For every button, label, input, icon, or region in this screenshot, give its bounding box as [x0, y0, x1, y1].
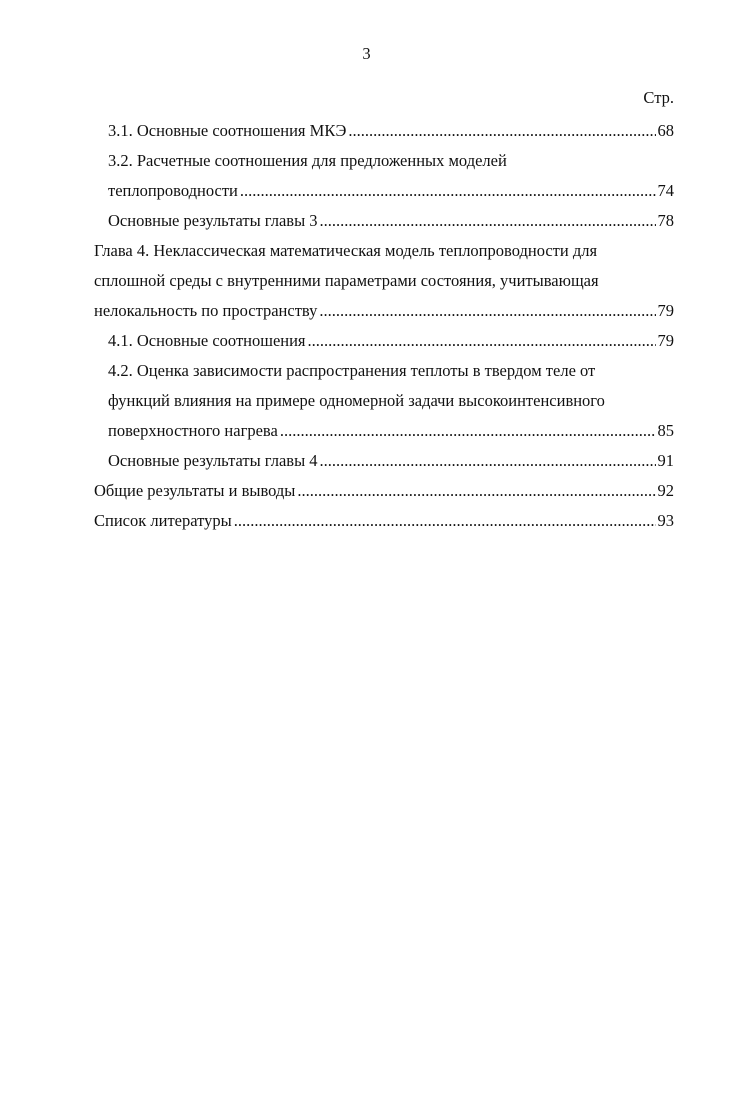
toc-entry-chapter-4: [94, 236, 674, 326]
toc-page-number: 79: [657, 301, 674, 320]
toc-entry-title-cont: сплошной среды с внутренними параметрами состояния, учитывающая: [94, 271, 599, 290]
column-label: Стр.: [643, 88, 674, 107]
toc-entry-general-results: [94, 476, 674, 506]
toc-page-number: 79: [657, 331, 674, 350]
toc-entry-3-2: [94, 146, 674, 206]
toc-entry-title: Список литературы: [94, 511, 232, 530]
toc-page-number: 68: [657, 121, 674, 140]
toc-entry-title: 3.1. Основные соотношения МКЭ: [108, 121, 347, 140]
toc-page-number: 92: [657, 481, 674, 500]
toc-page-number: 78: [657, 211, 674, 230]
dot-leader: [348, 116, 655, 146]
dot-leader: [319, 296, 655, 326]
toc-entry-references: [94, 506, 674, 536]
dot-leader: [280, 416, 656, 446]
toc-page-number: 91: [657, 451, 674, 470]
toc-entry-results-4: [94, 446, 674, 476]
toc-entry-title: 4.2. Оценка зависимости распространения теплоты в твердом теле от: [108, 361, 596, 380]
dot-leader: [320, 446, 656, 476]
toc-entry-title-cont: функций влияния на примере одномерной задачи высокоинтенсивного: [108, 391, 605, 410]
toc-entry-title: Глава 4. Неклассическая математическая модель теплопроводности для: [94, 241, 598, 260]
toc-entry-results-3: [94, 206, 674, 236]
toc-page-number: 74: [657, 181, 674, 200]
toc-entry-3-1: [94, 116, 674, 146]
page-number: 3: [362, 44, 371, 63]
dot-leader: [234, 506, 656, 536]
toc-entry-title: Основные результаты главы 3: [108, 211, 318, 230]
dot-leader: [320, 206, 656, 236]
toc-entry-4-2: [94, 356, 674, 446]
toc-entry-title-cont: теплопроводности: [108, 181, 238, 200]
toc-entry-title: 4.1. Основные соотношения: [108, 331, 306, 350]
dot-leader: [308, 326, 656, 356]
dot-leader: [240, 176, 656, 206]
toc-entry-title-cont: нелокальность по пространству: [94, 301, 318, 320]
toc-entry-title: 3.2. Расчетные соотношения для предложенных моделей: [108, 151, 507, 170]
toc-entry-title-cont: поверхностного нагрева: [108, 421, 278, 440]
toc-page-number: 93: [657, 511, 674, 530]
toc-entry-title: Основные результаты главы 4: [108, 451, 318, 470]
toc-entry-title: Общие результаты и выводы: [94, 481, 296, 500]
dot-leader: [297, 476, 655, 506]
toc-entry-4-1: [94, 326, 674, 356]
table-of-contents: [94, 116, 674, 536]
toc-page-number: 85: [657, 421, 674, 440]
